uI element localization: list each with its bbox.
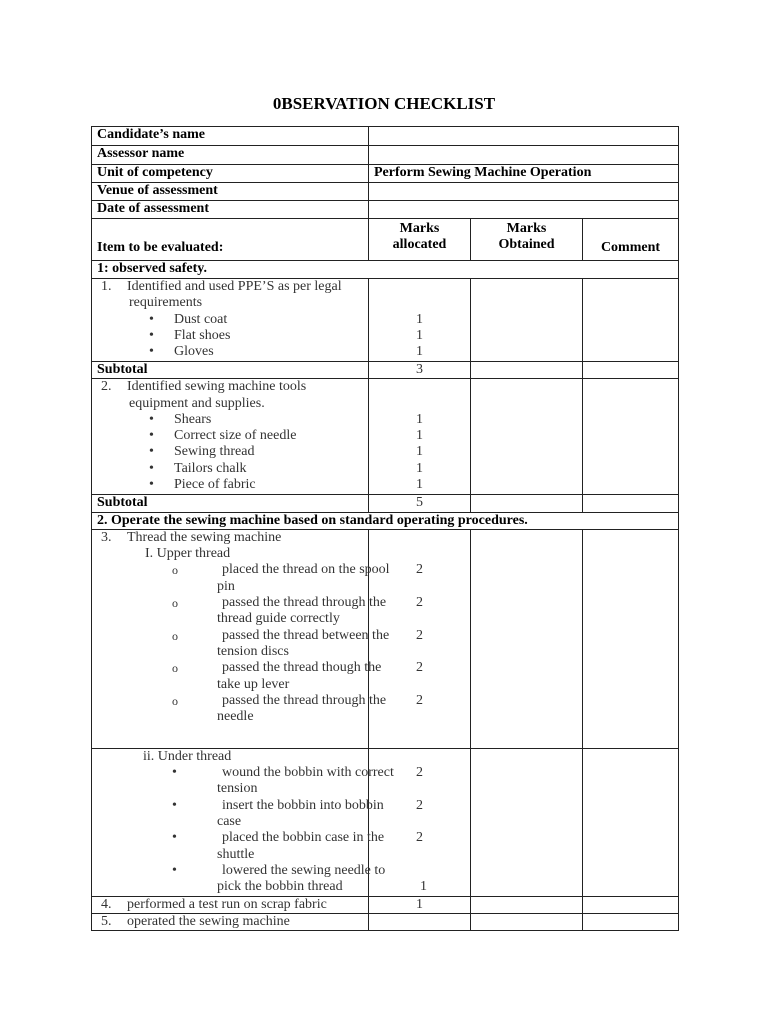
list-item: o passed the thread through the <box>97 693 368 709</box>
list-item-cont: needle <box>217 709 254 725</box>
marks-obtained-cell[interactable] <box>471 362 583 379</box>
table-row <box>92 529 679 748</box>
item-text: requirements <box>129 295 203 311</box>
info-row <box>92 127 679 146</box>
item-cell <box>92 913 369 930</box>
item-cell <box>92 529 390 748</box>
list-item: • placed the bobbin case in the <box>97 830 368 846</box>
list-item-cont: case <box>217 814 242 830</box>
item-number: 2. <box>101 379 112 395</box>
marks-obtained-cell[interactable] <box>471 529 583 748</box>
marks-obtained-cell[interactable] <box>471 913 583 930</box>
item-cell <box>92 748 394 896</box>
mark-value: 1 <box>416 411 423 427</box>
mark-value: 1 <box>416 460 423 476</box>
comment-cell[interactable] <box>583 896 679 913</box>
mark-value: 2 <box>416 562 423 578</box>
comment-cell[interactable] <box>583 913 679 930</box>
marks-allocated-cell <box>369 279 471 362</box>
subtotal-row <box>92 362 679 379</box>
header-comment: Comment <box>583 219 679 261</box>
list-item: • Tailors chalk <box>97 461 368 477</box>
marks-obtained-cell[interactable] <box>471 495 583 512</box>
section-row <box>92 261 679 279</box>
header-text: Marks <box>506 221 547 236</box>
list-item: • Gloves <box>97 344 368 360</box>
list-item-cont: shuttle <box>217 846 255 862</box>
list-item: • Flat shoes <box>97 328 368 344</box>
info-row <box>92 146 679 165</box>
mark-value: 2 <box>416 627 423 643</box>
list-item-cont: take up lever <box>217 676 290 692</box>
info-label: Candidate’s name <box>92 127 369 146</box>
info-row <box>92 165 679 183</box>
section-heading: 2. Operate the sewing machine based on standard operating procedures. <box>92 512 679 529</box>
list-item: • insert the bobbin into bobbin <box>97 798 368 814</box>
candidate-name-field[interactable] <box>369 127 679 146</box>
mark-value: 2 <box>416 797 423 813</box>
subtotal-value: 5 <box>369 495 471 512</box>
table-row <box>92 279 679 362</box>
comment-cell[interactable] <box>583 748 679 896</box>
marks-obtained-cell[interactable] <box>471 279 583 362</box>
assessor-name-field[interactable] <box>369 146 679 165</box>
subtotal-value: 3 <box>369 362 471 379</box>
info-row <box>92 183 679 201</box>
checklist-table <box>91 126 679 931</box>
header-text: Obtained <box>498 237 555 253</box>
item-text: Identified sewing machine tools <box>127 379 307 395</box>
list-item: • wound the bobbin with correct <box>97 765 368 781</box>
comment-cell[interactable] <box>583 495 679 512</box>
list-item: o passed the thread between the <box>97 628 368 644</box>
item-text: performed a test run on scrap fabric <box>127 896 327 912</box>
item-text: operated the sewing machine <box>127 913 290 929</box>
mark-value: 1 <box>416 311 423 327</box>
section-row <box>92 512 679 529</box>
marks-allocated-cell <box>369 379 471 495</box>
header-row <box>92 219 679 261</box>
item-number: 4. <box>101 896 112 912</box>
item-cell <box>92 379 369 495</box>
list-item: • lowered the sewing needle to <box>97 863 368 879</box>
list-item-cont: thread guide correctly <box>217 611 340 627</box>
mark-value: 1 <box>416 428 423 444</box>
item-cell <box>92 279 369 362</box>
subtotal-row <box>92 495 679 512</box>
mark-value: 2 <box>416 595 423 611</box>
item-cell <box>92 896 369 913</box>
marks-obtained-cell[interactable] <box>471 379 583 495</box>
list-item-cont: pin <box>217 578 235 594</box>
list-item: • Piece of fabric <box>97 477 368 493</box>
comment-cell[interactable] <box>583 279 679 362</box>
mark-value: 1 <box>416 344 423 360</box>
item-number: 5. <box>101 913 112 929</box>
header-marks-obtained <box>471 219 583 261</box>
info-label: Unit of competency <box>92 165 369 183</box>
sub-heading: ii. Under thread <box>143 748 232 764</box>
mark-value: 1 <box>416 444 423 460</box>
mark-value: 2 <box>416 660 423 676</box>
list-item: • Correct size of needle <box>97 428 368 444</box>
list-item: o passed the thread through the <box>97 595 368 611</box>
table-row <box>92 913 679 930</box>
mark-value: 1 <box>416 477 423 493</box>
item-text: equipment and supplies. <box>129 395 265 411</box>
header-text: Marks <box>399 221 440 236</box>
mark-value: 2 <box>416 765 423 781</box>
mark-value <box>369 913 471 930</box>
header-item: Item to be evaluated: <box>92 219 369 261</box>
item-number: 1. <box>101 279 112 294</box>
table-row <box>92 896 679 913</box>
list-item-cont: tension discs <box>217 643 289 659</box>
item-text: Identified and used PPE’S as per legal <box>127 279 342 294</box>
unit-of-competency-field[interactable]: Perform Sewing Machine Operation <box>369 165 679 183</box>
list-item: • Sewing thread <box>97 444 368 460</box>
list-item: o passed the thread though the <box>97 660 368 676</box>
comment-cell[interactable] <box>583 362 679 379</box>
item-text: Thread the sewing machine <box>127 529 282 545</box>
marks-obtained-cell[interactable] <box>471 748 583 896</box>
table-row <box>92 379 679 495</box>
list-item: • Dust coat <box>97 312 368 328</box>
list-item: o placed the thread on the spool <box>97 562 368 578</box>
venue-field[interactable] <box>369 183 679 201</box>
item-number: 3. <box>101 529 112 545</box>
info-label: Assessor name <box>92 146 369 165</box>
page-title: 0BSERVATION CHECKLIST <box>272 94 496 113</box>
header-text: allocated <box>392 237 447 253</box>
info-label: Venue of assessment <box>92 183 369 201</box>
table-row <box>92 748 679 896</box>
section-heading: 1: observed safety. <box>92 261 679 279</box>
mark-value: 1 <box>420 879 427 895</box>
date-field[interactable] <box>369 201 679 219</box>
mark-value: 1 <box>416 327 423 343</box>
comment-cell[interactable] <box>583 529 679 748</box>
comment-cell[interactable] <box>583 379 679 495</box>
list-item: • Shears <box>97 412 368 428</box>
subtotal-label: Subtotal <box>92 495 369 512</box>
sub-heading: I. Upper thread <box>145 546 231 562</box>
subtotal-label: Subtotal <box>92 362 369 379</box>
mark-value: 2 <box>416 830 423 846</box>
mark-value: 2 <box>416 692 423 708</box>
list-item-cont: tension <box>217 781 258 797</box>
header-marks-allocated <box>369 219 471 261</box>
marks-obtained-cell[interactable] <box>471 896 583 913</box>
info-row <box>92 201 679 219</box>
list-item-cont: pick the bobbin thread <box>217 879 343 895</box>
mark-value: 1 <box>369 896 471 913</box>
info-label: Date of assessment <box>92 201 369 219</box>
